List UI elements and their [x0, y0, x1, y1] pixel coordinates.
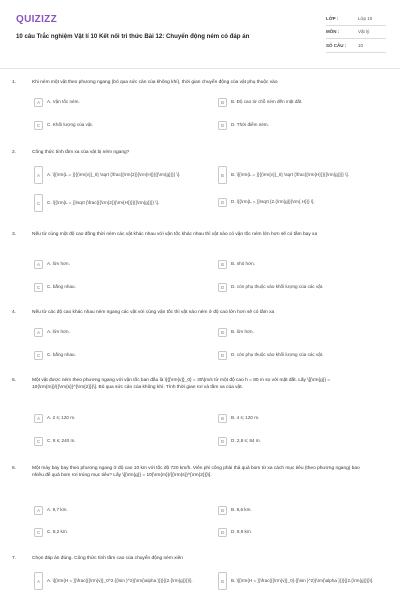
option-c[interactable] [34, 528, 214, 537]
option-letter: D [218, 121, 227, 130]
question-number: 6. [12, 466, 17, 471]
option-text: D. Thời điểm ném. [231, 122, 269, 128]
option-text: C. Khối lượng của vật. [47, 122, 93, 128]
option-letter: B [218, 414, 227, 423]
option-letter: A [34, 98, 43, 107]
question-text: Một máy bay bay theo phương ngang ở độ cao 10 km với tốc độ 720 km/h. Viên phi công phải thả quả bom từ xa cách mục tiêu (theo phương ngang) bao nhiêu để quả bom rơi trúng mục tiêu? Lấy \[{\rm{g}} = 10{\rm{m}}/{{\rm{s}}^{\rm{2}}}\]. [32, 466, 360, 478]
option-letter: B [218, 260, 227, 269]
option-text: A. lớn hơn. [47, 261, 70, 267]
option-text: A. \[{\rm{L = }}{{\rm{v}}_0} \sqrt {\frac{{\rm{2}}{\rm{H}}}{{\rm{g}}}} \]. [47, 171, 181, 177]
option-letter: C [34, 121, 43, 130]
meta-row-class [326, 12, 386, 26]
option-letter: D [218, 198, 227, 207]
option-letter: B [218, 98, 227, 107]
option-a[interactable] [34, 166, 214, 184]
option-d[interactable] [218, 283, 388, 292]
option-text: B. \[{\rm{L = }}{{\rm{v}}_0} \sqrt {\frac{{\rm{H}}}{{\rm{g}}}} \]. [231, 171, 349, 177]
option-a[interactable] [34, 572, 214, 590]
question-number: 4. [12, 310, 17, 315]
document-title: 10 câu Trắc nghiệm Vật lí 10 Kết nối tri thức Bài 12: Chuyển động ném có đáp án [16, 33, 250, 40]
option-letter: C [34, 194, 43, 212]
meta-value: Lớp 10 [358, 15, 373, 21]
option-letter: B [218, 572, 227, 590]
option-text: A. \[{\rm{H = }}\frac{{{\rm{v}}_0^2.{{\sin }^2}{\rm{\alpha }}}}{{2.{\rm{g}}}}\]. [47, 577, 193, 583]
option-letter: A [34, 328, 43, 337]
meta-row-count [326, 39, 386, 53]
meta-row-subject [326, 26, 386, 40]
option-a[interactable] [34, 328, 214, 337]
option-text: B. 8,6 km. [231, 507, 252, 513]
option-d[interactable] [218, 198, 388, 207]
header-divider [0, 68, 400, 69]
option-letter: B [218, 166, 227, 184]
option-c[interactable] [34, 283, 214, 292]
option-text: C. bằng nhau. [47, 284, 76, 290]
option-a[interactable] [34, 414, 214, 423]
option-a[interactable] [34, 98, 214, 107]
option-text: A. Vận tốc ném. [47, 99, 80, 105]
option-letter: D [218, 528, 227, 537]
meta-value: 10 [358, 42, 364, 48]
option-text: C. 8,2 km. [47, 529, 68, 535]
option-c[interactable] [34, 121, 214, 130]
meta-key: SỐ CÂU : [326, 42, 347, 48]
option-text: D. 8,9 km. [231, 529, 252, 535]
option-d[interactable] [218, 121, 388, 130]
option-letter: C [34, 351, 43, 360]
question-number: 2. [12, 150, 17, 155]
option-c[interactable] [34, 437, 214, 446]
meta-info [326, 12, 386, 53]
option-b[interactable] [218, 166, 388, 184]
option-b[interactable] [218, 328, 388, 337]
option-letter: D [218, 283, 227, 292]
option-letter: A [34, 414, 43, 423]
option-text: B. nhỏ hơn. [231, 261, 255, 267]
option-text: A. 9,7 km. [47, 507, 68, 513]
meta-key: MÔN : [326, 29, 340, 35]
question-text: Một vật được ném theo phương ngang với vận tốc ban đầu là \[{{\rm{v}}_0} = 30\]m/s từ một độ cao h = 80 m so với mặt đất. Lấy \[{\rm{g}} = 10{\rm{m}}/{{\rm{s}}^{\rm{2}}}\]. Bỏ qua sức cản của không khí. Tính thời gian rơi và tầm xa của vật. [32, 378, 331, 390]
option-text: D. 2,8 s; 84 m. [231, 438, 261, 444]
option-text: B. lớn hơn. [231, 329, 254, 335]
option-text: C. bằng nhau. [47, 352, 76, 358]
option-text: A. 2 s; 120 m. [47, 415, 76, 421]
option-letter: A [34, 506, 43, 515]
option-letter: A [34, 166, 43, 184]
option-d[interactable] [218, 351, 388, 360]
option-text: D. còn phụ thuộc vào khối lượng của các vật. [231, 284, 324, 290]
option-letter: D [218, 351, 227, 360]
option-text: D. \[{\rm{L = }}\sqrt {2.{\rm{g}}{\rm{.H}}} \]. [231, 199, 315, 205]
option-b[interactable] [218, 414, 388, 423]
option-letter: C [34, 437, 43, 446]
option-letter: A [34, 572, 43, 590]
option-d[interactable] [218, 437, 388, 446]
option-letter: A [34, 260, 43, 269]
option-a[interactable] [34, 506, 214, 515]
option-letter: B [218, 506, 227, 515]
option-text: C. \[{\rm{L = }}\sqrt {\frac{{{\rm{2}}{\rm{H}}}}{{\rm{g}}}} \]. [47, 199, 160, 205]
option-b[interactable] [218, 260, 388, 269]
question-text: Nếu từ cùng một độ cao đồng thời ném các vật khác nhau với vận tốc khác nhau thì vật nào có vận tốc ném lớn hơn sẽ có tầm bay xa [32, 232, 318, 237]
option-text: D. còn phụ thuộc vào khối lượng của các vật. [231, 352, 324, 358]
question-number: 5. [12, 378, 17, 383]
option-text: B. \[{\rm{H = }}\frac{{{\rm{v}}_0}.{{\sin }^2}{\rm{\alpha }}}}{{2.{\rm{g}}}}\]. [231, 577, 374, 583]
question-number: 1. [12, 80, 17, 85]
option-text: B. Độ cao từ chỗ ném đến mặt đất. [231, 99, 303, 105]
quizizz-logo: QUIZIZZ [16, 14, 57, 25]
option-d[interactable] [218, 528, 388, 537]
question-text: Chọn đáp án đúng. Công thức tính tầm cao của chuyển động ném xiên [32, 556, 183, 561]
option-letter: B [218, 328, 227, 337]
question-text: Công thức tính tầm xa của vật bị ném ngang? [32, 150, 130, 155]
option-b[interactable] [218, 506, 388, 515]
page-header [0, 0, 400, 68]
question-text: Khi ném một vật theo phương ngang (bỏ qua sức cản của không khí), thời gian chuyển động của vật phụ thuộc vào [32, 80, 278, 85]
question-number: 3. [12, 232, 17, 237]
meta-key: LỚP : [326, 15, 339, 21]
option-text: B. 4 s; 120 m. [231, 415, 260, 421]
option-letter: C [34, 528, 43, 537]
option-c[interactable] [34, 194, 214, 212]
option-text: C. 8 s; 240 m. [47, 438, 76, 444]
question-number: 7. [12, 556, 17, 561]
question-text: Nếu từ các độ cao khác nhau ném ngang các vật với cùng vận tốc thì vật nào ném ở độ cao lớn hơn sẽ có tầm xa [32, 310, 275, 315]
option-letter: D [218, 437, 227, 446]
option-text: A. lớn hơn. [47, 329, 70, 335]
option-b[interactable] [218, 98, 388, 107]
option-a[interactable] [34, 260, 214, 269]
option-b[interactable] [218, 572, 388, 590]
meta-value: Vật lý [358, 29, 370, 35]
option-letter: C [34, 283, 43, 292]
option-c[interactable] [34, 351, 214, 360]
